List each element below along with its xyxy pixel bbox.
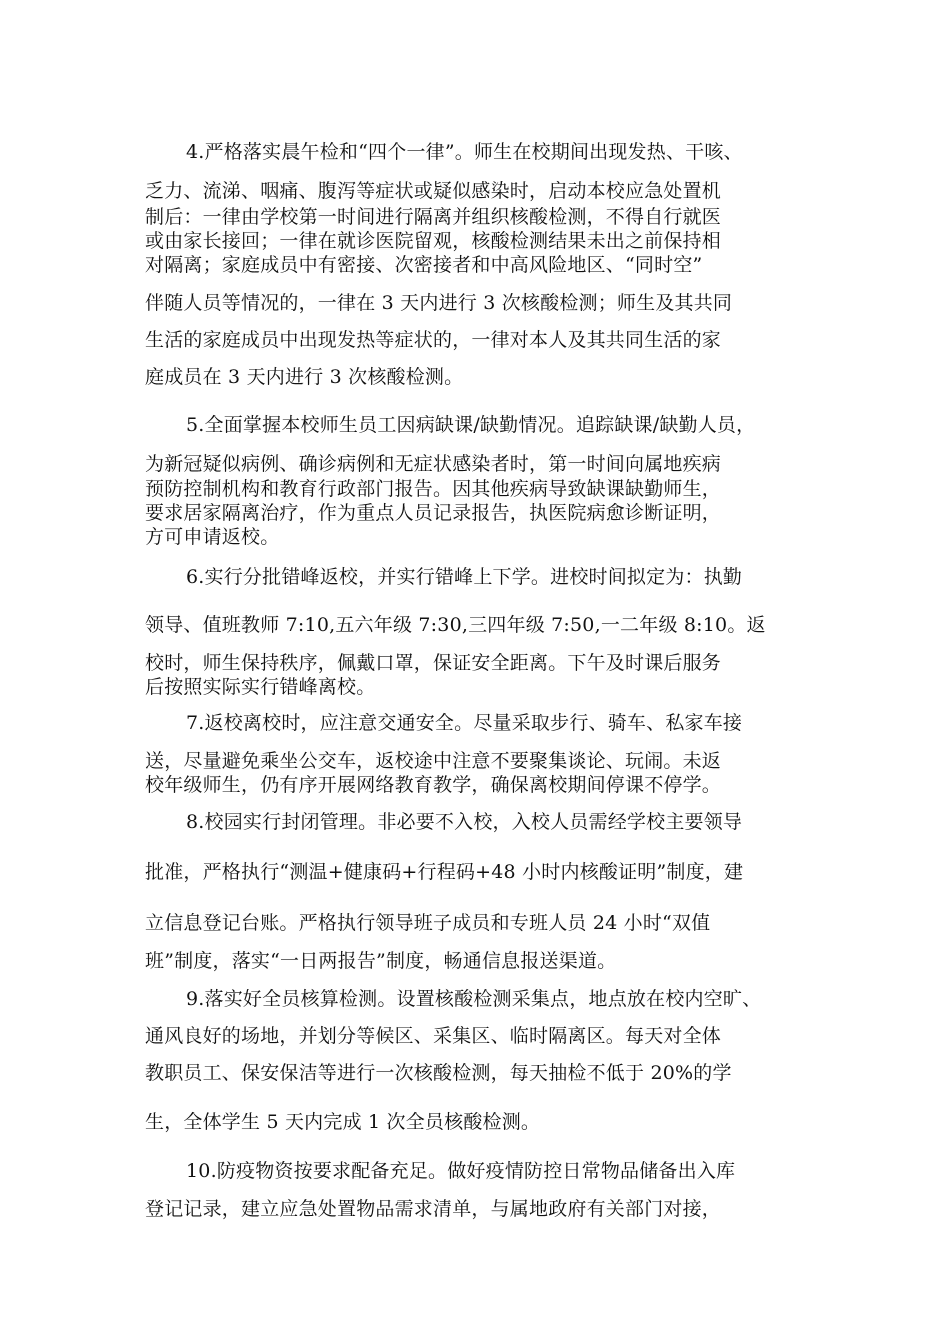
text-line: 立信息登记台账。严格执行领导班子成员和专班人员 24 小时“双值 xyxy=(145,912,711,934)
text-line: 通风良好的场地，并划分等候区、采集区、临时隔离区。每天对全体 xyxy=(145,1025,722,1047)
text-line: 领导、值班教师 7:10,五六年级 7:30,三四年级 7:50,一二年级 8:10。返 xyxy=(145,614,766,636)
text-line: 送，尽量避免乘坐公交车，返校途中注意不要聚集谈论、玩闹。未返 xyxy=(145,750,722,772)
text-line: 10.防疫物资按要求配备充足。做好疫情防控日常物品储备出入库 xyxy=(186,1160,736,1182)
text-line: 要求居家隔离治疗，作为重点人员记录报告，执医院病愈诊断证明， xyxy=(145,502,722,524)
text-line: 校年级师生，仍有序开展网络教育教学，确保离校期间停课不停学。 xyxy=(145,774,722,796)
text-line: 生活的家庭成员中出现发热等症状的，一律对本人及其共同生活的家 xyxy=(145,329,722,351)
text-line: 伴随人员等情况的，一律在 3 天内进行 3 次核酸检测；师生及其共同 xyxy=(145,292,733,314)
text-line: 9.落实好全员核算检测。设置核酸检测采集点，地点放在校内空旷、 xyxy=(186,988,762,1010)
text-line: 4.严格落实晨午检和“四个一律”。师生在校期间出现发热、干咳、 xyxy=(186,141,743,163)
text-line: 教职员工、保安保洁等进行一次核酸检测，每天抽检不低于 20%的学 xyxy=(145,1062,732,1084)
text-line: 校时，师生保持秩序，佩戴口罩，保证安全距离。下午及时课后服务 xyxy=(145,652,722,674)
text-line: 后按照实际实行错峰离校。 xyxy=(145,676,376,698)
text-line: 庭成员在 3 天内进行 3 次核酸检测。 xyxy=(145,366,464,388)
text-line: 生，全体学生 5 天内完成 1 次全员核酸检测。 xyxy=(145,1111,541,1133)
text-line: 对隔离；家庭成员中有密接、次密接者和中高风险地区、“同时空” xyxy=(145,254,703,276)
text-line: 方可申请返校。 xyxy=(145,526,280,548)
text-line: 制后：一律由学校第一时间进行隔离并组织核酸检测，不得自行就医 xyxy=(145,206,722,228)
text-line: 登记记录，建立应急处置物品需求清单，与属地政府有关部门对接， xyxy=(145,1198,722,1220)
text-line: 为新冠疑似病例、确诊病例和无症状感染者时，第一时间向属地疾病 xyxy=(145,453,722,475)
text-line: 6.实行分批错峰返校，并实行错峰上下学。进校时间拟定为：执勤 xyxy=(186,566,743,588)
text-line: 或由家长接回；一律在就诊医院留观，核酸检测结果未出之前保持相 xyxy=(145,230,722,252)
text-line: 预防控制机构和教育行政部门报告。因其他疾病导致缺课缺勤师生， xyxy=(145,478,722,500)
text-line: 班”制度，落实“一日两报告”制度，畅通信息报送渠道。 xyxy=(145,950,617,972)
text-line: 乏力、流涕、咽痛、腹泻等症状或疑似感染时，启动本校应急处置机 xyxy=(145,180,722,202)
text-line: 批准，严格执行“测温+健康码+行程码+48 小时内核酸证明”制度，建 xyxy=(145,861,744,883)
text-line: 8.校园实行封闭管理。非必要不入校，入校人员需经学校主要领导 xyxy=(186,811,743,833)
text-line: 5.全面掌握本校师生员工因病缺课/缺勤情况。追踪缺课/缺勤人员， xyxy=(186,414,756,436)
text-line: 7.返校离校时，应注意交通安全。尽量采取步行、骑车、私家车接 xyxy=(186,712,743,734)
